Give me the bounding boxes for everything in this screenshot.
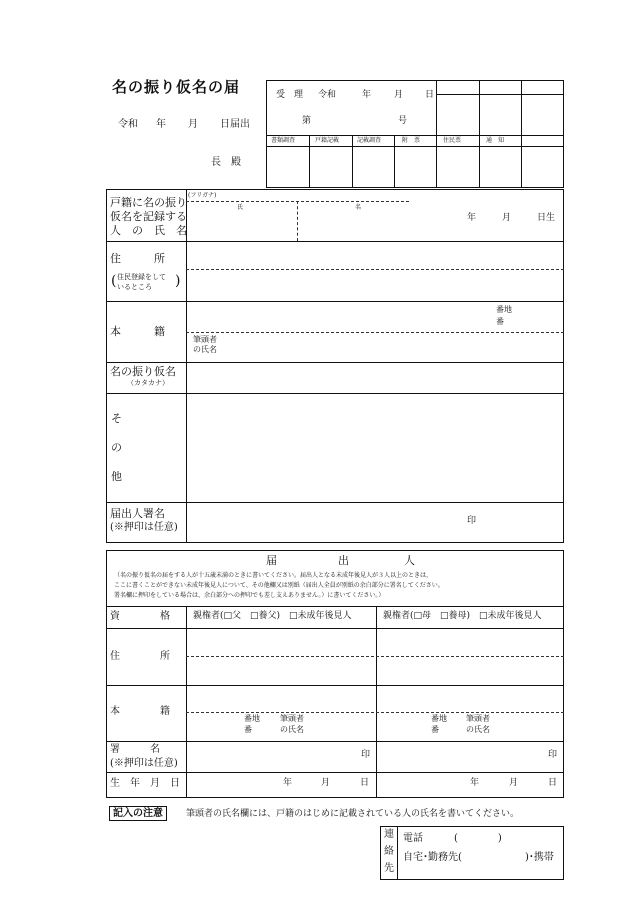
right-birth-year: 年: [470, 778, 480, 788]
banchi-label: 番地: [496, 305, 512, 314]
address-note-2: いるところ: [117, 283, 152, 291]
left-seal: 印: [361, 750, 371, 760]
left-birth-year: 年: [283, 778, 293, 788]
head-label-1: 筆頭者: [193, 335, 217, 344]
received-year: 年: [362, 90, 372, 100]
number-prefix: 第: [302, 116, 312, 126]
date-year: 年: [156, 119, 166, 130]
date-era: 令和: [118, 119, 138, 130]
given-name-label: 名: [355, 204, 362, 211]
notifier-title-1: 届: [266, 554, 277, 567]
left-birth-day: 日: [360, 778, 370, 788]
qualification-left[interactable]: 親権者(□父 □養父) □未成年後見人: [193, 611, 352, 621]
phone-parens: ( ): [454, 833, 502, 844]
left-ban: 番: [244, 725, 252, 734]
other-label-1: そ: [111, 412, 122, 425]
notifier-signature-label: 署 名: [110, 744, 160, 755]
birth-year: 年: [467, 213, 477, 223]
office-use-box: [266, 80, 564, 188]
addressee-suffix: 長 殿: [211, 157, 241, 168]
mobile-label: )･携帯: [525, 852, 554, 863]
left-head: 筆頭者: [280, 714, 304, 723]
qualification-label: 資 格: [110, 611, 170, 622]
right-birth-day: 日: [548, 778, 558, 788]
signature-label: 届出人署名: [110, 507, 165, 520]
address-label: 住 所: [110, 252, 165, 265]
right-seal: 印: [548, 750, 558, 760]
seal-mark: 印: [467, 516, 477, 526]
name-label-2: 仮名を記録する: [110, 210, 187, 223]
left-head-name: の氏名: [280, 725, 304, 734]
birth-month: 月: [502, 213, 512, 223]
notifier-address-label: 住 所: [110, 651, 170, 662]
other-label-2: の: [111, 441, 122, 454]
caution-label: 記入の注意: [109, 806, 167, 821]
surname-label: 氏: [237, 204, 244, 211]
notifier-note-2: ここに書くことができない未成年後見人について、その他欄又は別紙（届出人全員が別紙の余白部分に署名してください。: [114, 582, 444, 589]
contact-label-1: 連: [384, 829, 394, 840]
col-notice: 通 知: [486, 137, 505, 144]
phone-label: 電話: [403, 833, 423, 844]
notifier-title-2: 出: [338, 554, 349, 567]
ban-label: 番: [496, 317, 504, 326]
contact-label-3: 先: [384, 863, 394, 874]
col-registry-entry: 戸籍記載: [315, 137, 340, 144]
received-day: 日: [425, 90, 435, 100]
date-month: 月: [188, 119, 198, 130]
notifier-signature-note: (※押印は任意): [110, 758, 178, 769]
right-ban: 番: [431, 725, 439, 734]
right-head-name: の氏名: [466, 725, 490, 734]
notifier-birth-label: 生 年 月 日: [110, 778, 180, 789]
signature-note: (※押印は任意): [110, 522, 178, 533]
right-banchi: 番地: [431, 714, 447, 723]
left-banchi: 番地: [244, 714, 260, 723]
home-work-label: 自宅･勤務先(: [403, 852, 462, 863]
left-birth-month: 月: [321, 778, 331, 788]
address-note-paren-close: ): [175, 273, 181, 289]
notifier-note-1: （名の振り仮名の届をする人が十五歳未満のときに書いてください。届出人となる未成年後見人が３人以上のときは、: [114, 572, 433, 579]
notifier-domicile-label: 本 籍: [110, 706, 170, 717]
head-label-2: の氏名: [193, 345, 217, 354]
date-day-filed: 日届出: [220, 119, 250, 130]
col-resident-card: 住民票: [443, 137, 462, 144]
name-label-3: 人 の 氏 名: [110, 224, 187, 237]
other-label-3: 他: [111, 470, 122, 483]
col-entry-check: 記載調査: [357, 137, 382, 144]
contact-label-2: 絡: [384, 846, 394, 857]
kana-sub: （カタカナ）: [127, 379, 169, 387]
received-month: 月: [394, 90, 404, 100]
address-note-1: 住民登録をして: [117, 273, 166, 281]
qualification-right[interactable]: 親権者(□母 □養母) □未成年後見人: [383, 611, 542, 621]
received-era: 令和: [318, 90, 337, 100]
right-head: 筆頭者: [466, 714, 490, 723]
received-label: 受 理: [276, 90, 304, 100]
notifier-note-3: 署名欄に押印をしている場合は、余白部分への押印でも差し支えありません。）に書いてください。）: [114, 592, 385, 599]
notifier-title-3: 人: [404, 554, 415, 567]
caution-text: 筆頭者の氏名欄には、戸籍のはじめに記載されている人の氏名を書いてください。: [186, 809, 520, 819]
furigana-label: (フリガナ): [188, 192, 217, 199]
kana-label: 名の振り仮名: [110, 365, 176, 378]
name-label-1: 戸籍に名の振り: [110, 196, 187, 209]
birth-day: 日生: [537, 213, 556, 223]
domicile-label: 本 籍: [110, 325, 165, 338]
col-document-check: 書類調査: [271, 137, 296, 144]
form-title: 名の振り仮名の届: [112, 78, 241, 96]
right-birth-month: 月: [509, 778, 519, 788]
col-attached: 附 票: [402, 137, 421, 144]
number-suffix: 号: [398, 116, 408, 126]
address-note-paren-open: (: [111, 273, 117, 289]
